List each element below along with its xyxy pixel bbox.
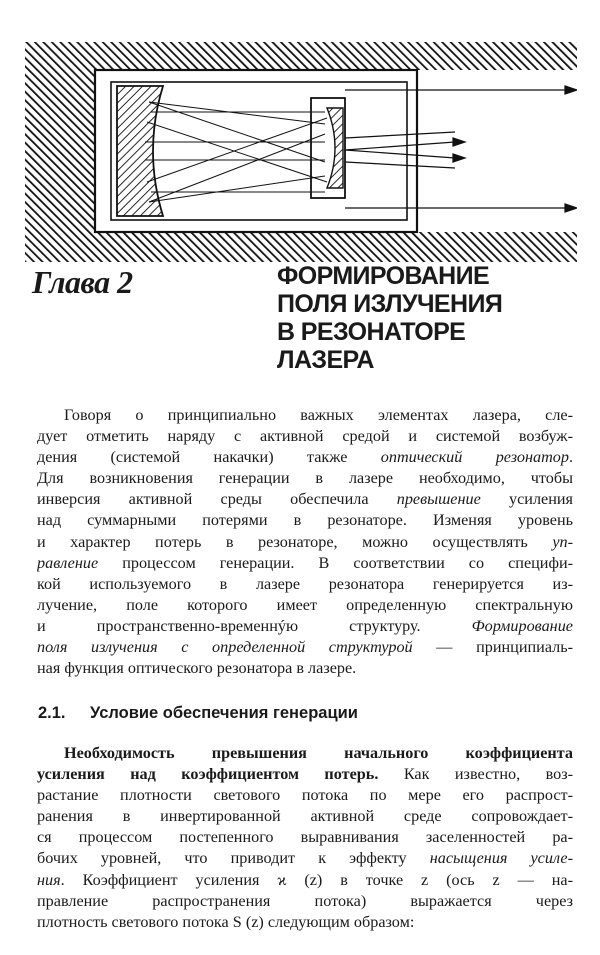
chapter-title-line: В РЕЗОНАТОРЕ: [277, 318, 466, 346]
chapter-title-line: ПОЛЯ ИЗЛУЧЕНИЯ: [277, 290, 503, 318]
text-line: [37, 806, 573, 827]
text-line: [37, 891, 573, 912]
section-number: 2.1.: [38, 704, 66, 722]
text-run: усиления: [480, 490, 573, 509]
italic-run: равление: [37, 553, 99, 572]
section-title: Условие обеспечения генерации: [90, 704, 358, 722]
text-run: бочих уровней, что приводит к эффекту: [37, 849, 430, 868]
bold-run: Необходимость превышения начального коэффициента: [64, 744, 573, 762]
text-run: . Коэффициент усиления ϰ (z) в точке z (ось z — на-: [60, 870, 573, 889]
text-run: Для возникновения генерации в лазере необходимо, чтобы: [37, 469, 573, 488]
text-line: [37, 637, 573, 658]
text-run: инверсия активной среды обеспечила: [37, 490, 397, 509]
chapter-title-line: ФОРМИРОВАНИЕ: [277, 262, 490, 290]
resonator-figure: [25, 42, 577, 262]
text-line: [37, 827, 573, 848]
text-run: ся процессом постепенного выравнивания заселенностей ра-: [37, 828, 573, 847]
italic-run: уп-: [552, 532, 573, 551]
text-run: Как известно, воз-: [378, 765, 573, 784]
text-line: [37, 616, 573, 637]
text-run: растание плотности светового потока по мере его распрост-: [37, 786, 573, 805]
text-line: [37, 595, 573, 616]
text-run: Говоря о принципиально важных элементах лазера, сле-: [64, 406, 573, 424]
text-line: [37, 468, 573, 489]
text-line: [37, 764, 573, 785]
text-line: [37, 574, 573, 595]
chapter-title-line: ЛАЗЕРА: [277, 346, 374, 374]
text-line: [37, 785, 573, 806]
chapter-title: [277, 262, 577, 374]
text-line: [37, 426, 573, 447]
text-run: и характер потерь в резонаторе, можно осуществлять: [37, 532, 553, 551]
text-line: [37, 405, 573, 426]
section-heading: [38, 704, 358, 723]
text-run: плотность светового потока S (z) следующим образом:: [37, 912, 415, 931]
text-run: над суммарными потерями в резонаторе. Изменяя уровень: [37, 511, 573, 530]
text-run: и пространственно-временнýю структуру.: [37, 616, 472, 635]
italic-run: оптический резонатор: [380, 448, 569, 467]
text-line: [37, 848, 573, 869]
text-run: лучение, поле которого имеет определенную спектральную: [37, 595, 573, 614]
text-line: [37, 532, 573, 553]
text-run: .: [568, 448, 573, 467]
text-run: правление распространения потока) выражается через: [37, 891, 573, 910]
text-run: кой используемого в лазере резонатора генерируется из-: [37, 574, 573, 593]
text-run: дует отметить наряду с активной средой и системой возбуж-: [37, 427, 573, 446]
chapter-label: Глава 2: [32, 264, 133, 300]
text-line: [37, 912, 573, 933]
text-line: [37, 510, 573, 531]
italic-run: Формирование: [471, 616, 573, 635]
text-line: [37, 870, 573, 891]
text-line: [37, 553, 573, 574]
text-run: — принципиаль-: [412, 638, 573, 657]
bold-run: усиления над коэффициентом потерь.: [37, 765, 379, 784]
text-line: [37, 743, 573, 764]
text-line: [37, 447, 573, 468]
body-paragraph: [37, 743, 573, 933]
text-run: дения (системой накачки) также: [37, 448, 381, 467]
italic-run: насыщения усиле-: [429, 849, 573, 868]
text-run: ная функция оптического резонатора в лазере.: [37, 659, 357, 678]
intro-paragraph: [37, 405, 573, 679]
text-run: ранения в инвертированной активной среде сопровождает-: [37, 807, 573, 826]
italic-run: превышение: [396, 490, 481, 509]
italic-run: поля излучения с определенной структурой: [37, 638, 413, 657]
text-line: [37, 489, 573, 510]
laser-resonator-diagram: [25, 42, 577, 262]
text-line: [37, 658, 573, 679]
italic-run: ния: [37, 870, 61, 889]
text-run: процессом генерации. В соответствии со специфи-: [98, 553, 573, 572]
